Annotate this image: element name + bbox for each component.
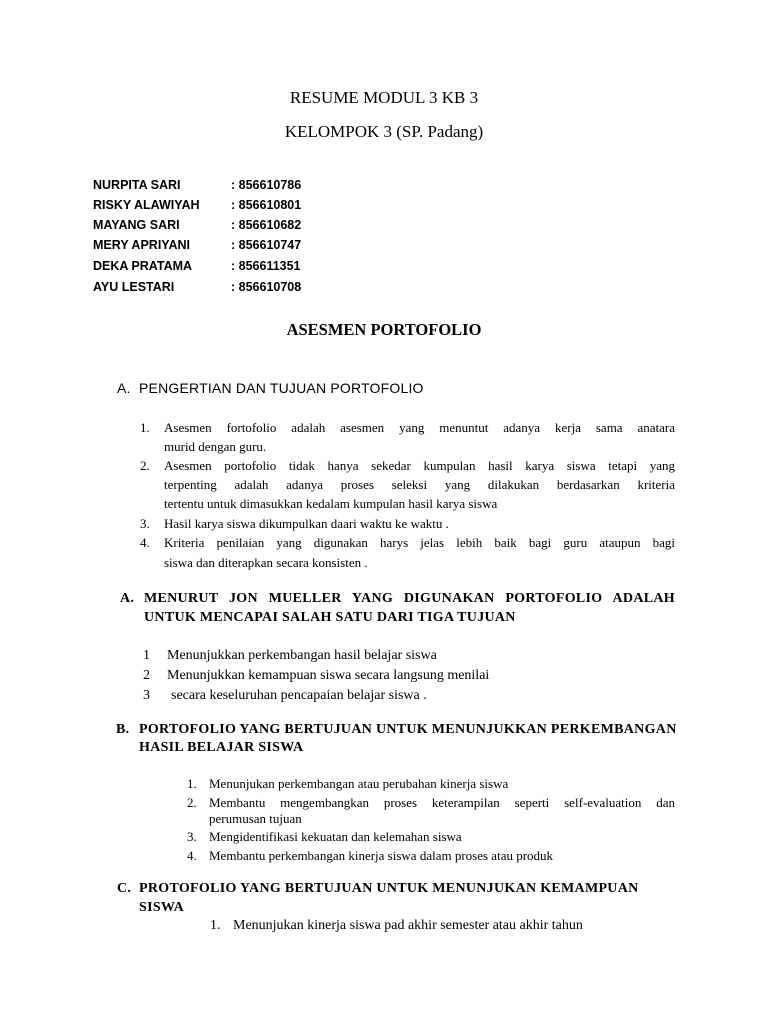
list-item-line: Membantu perkembangan kinerja siswa dalam proses atau produk <box>209 848 554 863</box>
list-number: 3 <box>143 688 150 703</box>
list-item-line: Membantu mengembangkan proses keterampilan seperti self-evaluation dan <box>209 795 675 810</box>
list-number: 1 <box>143 648 150 663</box>
list-number: 1. <box>210 918 221 933</box>
section-marker: B. <box>116 722 130 737</box>
member-nim: : 856610708 <box>231 280 302 294</box>
member-nim: : 856610682 <box>231 218 302 232</box>
member-row <box>0 238 768 256</box>
document-title: RESUME MODUL 3 KB 3 <box>289 88 479 107</box>
member-row <box>0 259 768 277</box>
list-number: 2. <box>187 795 197 810</box>
member-name: MAYANG SARI <box>93 218 180 232</box>
list-item-line: perumusan tujuan <box>209 811 302 826</box>
list-item-line: tertentu untuk dimasukkan kedalam kumpulan hasil karya siswa <box>164 496 498 511</box>
list-number: 2 <box>143 668 150 683</box>
section-title: ASESMEN PORTOFOLIO <box>286 320 482 339</box>
member-name: RISKY ALAWIYAH <box>93 198 200 212</box>
list-item-line: Mengidentifikasi kekuatan dan kelemahan siswa <box>209 829 462 844</box>
section-heading: PENGERTIAN DAN TUJUAN PORTOFOLIO <box>139 380 424 396</box>
member-name: NURPITA SARI <box>93 178 181 192</box>
list-item-line: murid dengan guru. <box>164 439 267 454</box>
list-item-line: Asesmen portofolio tidak hanya sekedar kumpulan hasil karya siswa tetapi yang <box>164 458 675 473</box>
list-number: 4. <box>187 848 197 863</box>
list-number: 3. <box>187 829 197 844</box>
section-marker: A. <box>117 380 131 396</box>
member-name: MERY APRIYANI <box>93 238 191 252</box>
list-item-text: Menunjukkan perkembangan hasil belajar siswa <box>167 648 437 663</box>
member-nim: : 856610801 <box>231 198 302 212</box>
list-number: 1. <box>140 420 150 435</box>
list-number: 3. <box>140 516 150 531</box>
member-nim: : 856610747 <box>231 238 302 252</box>
section-heading-line: MENURUT JON MUELLER YANG DIGUNAKAN PORTOFOLIO ADALAH <box>144 591 675 606</box>
section-heading-line: UNTUK MENCAPAI SALAH SATU DARI TIGA TUJUAN <box>144 610 516 625</box>
section-heading-line: PROTOFOLIO YANG BERTUJUAN UNTUK MENUNJUKAN KEMAMPUAN <box>139 881 639 896</box>
list-item-line: Hasil karya siswa dikumpulkan daari waktu ke waktu . <box>164 516 449 531</box>
list-number: 1. <box>187 776 197 791</box>
list-item-text: Menunjukan kinerja siswa pad akhir semester atau akhir tahun <box>233 918 583 933</box>
list-item-line: Asesmen fortofolio adalah asesmen yang menuntut adanya kerja sama anatara <box>164 420 675 435</box>
member-nim: : 856610786 <box>231 178 302 192</box>
list-item-line: Kriteria penilaian yang digunakan harys jelas lebih baik bagi guru ataupun bagi <box>164 535 675 550</box>
section-heading-line: SISWA <box>139 900 185 915</box>
member-row <box>0 218 768 236</box>
member-row <box>0 198 768 216</box>
member-row <box>0 178 768 196</box>
section-marker: C. <box>117 881 132 896</box>
list-item-text: secara keseluruhan pencapaian belajar siswa . <box>171 688 427 703</box>
list-item-line: siswa dan diterapkan secara konsisten . <box>164 555 368 570</box>
section-marker: A. <box>120 591 135 606</box>
list-number: 4. <box>140 535 150 550</box>
member-row <box>0 280 768 298</box>
member-name: DEKA PRATAMA <box>93 259 193 273</box>
section-heading-line: PORTOFOLIO YANG BERTUJUAN UNTUK MENUNJUKKAN PERKEMBANGAN <box>139 722 677 737</box>
group-title: KELOMPOK 3 (SP. Padang) <box>284 122 484 141</box>
list-item-line: terpenting adalah adanya proses seleksi yang dilakukan berdasarkan kriteria <box>164 477 675 492</box>
list-item-text: Menunjukkan kemampuan siswa secara langsung menilai <box>167 668 490 683</box>
member-name: AYU LESTARI <box>93 280 175 294</box>
list-item-line: Menunjukan perkembangan atau perubahan kinerja siswa <box>209 776 509 791</box>
list-number: 2. <box>140 458 150 473</box>
section-heading-line: HASIL BELAJAR SISWA <box>139 740 304 755</box>
member-nim: : 856611351 <box>231 259 301 273</box>
